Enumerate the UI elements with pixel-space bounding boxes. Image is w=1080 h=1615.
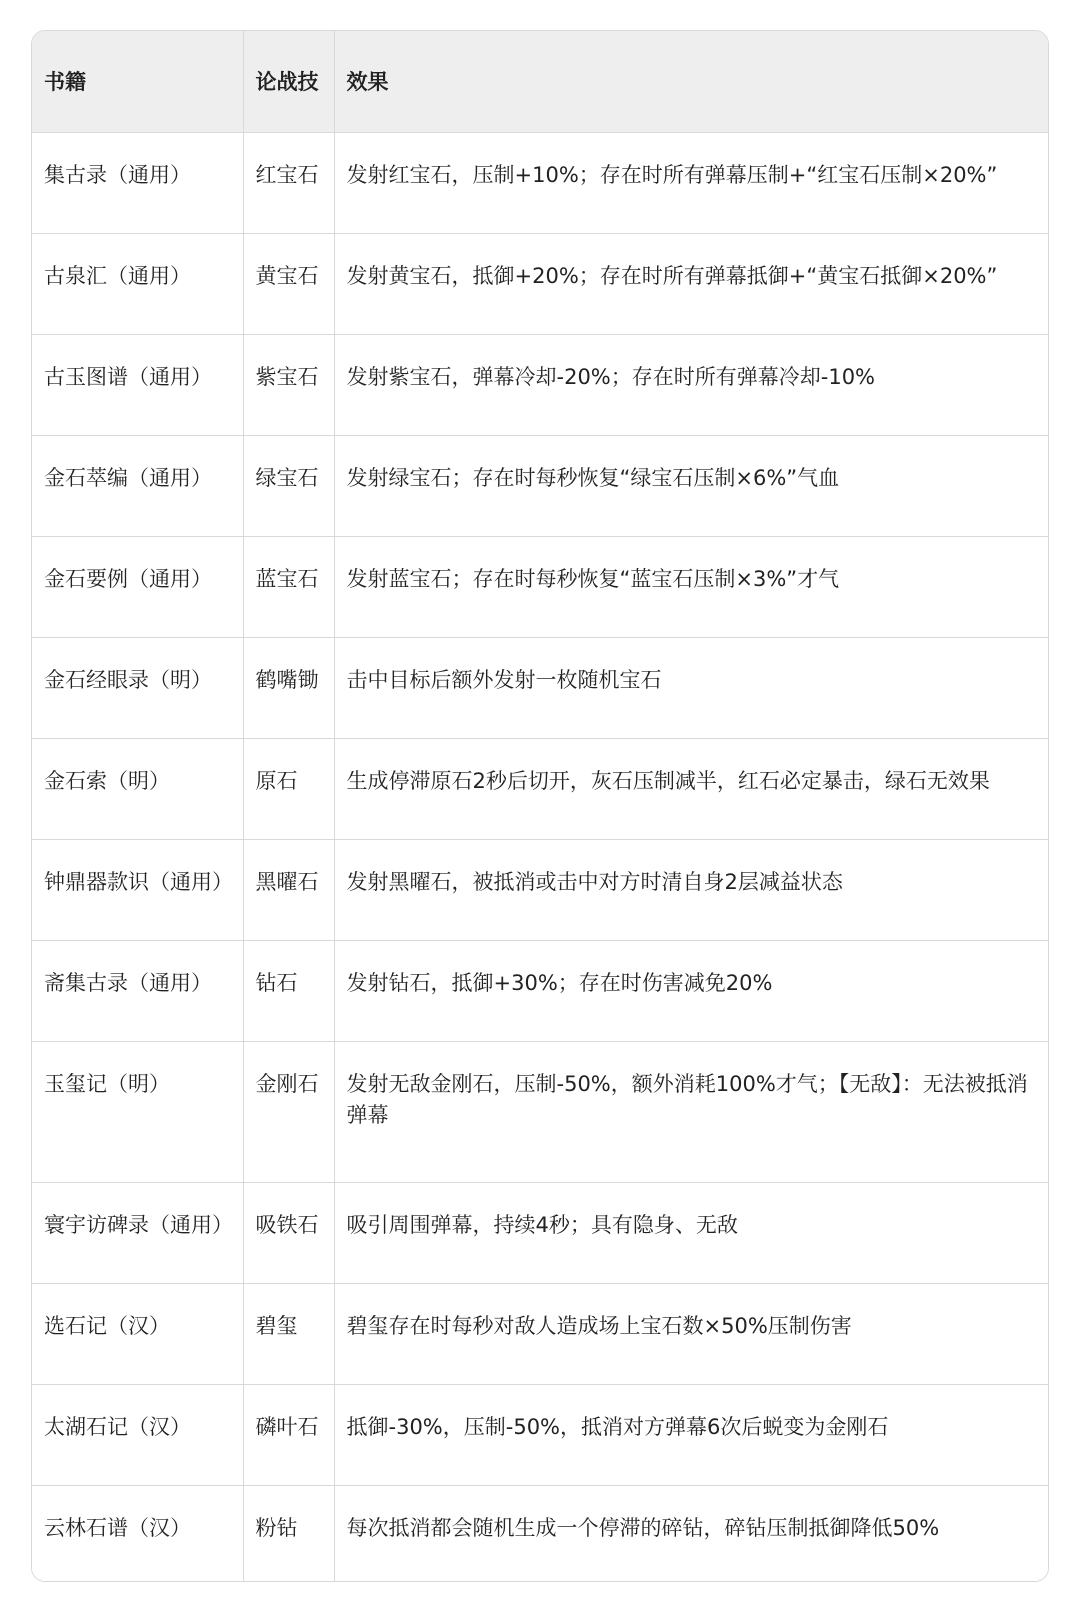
- cell-book: 选石记（汉）: [32, 1283, 243, 1384]
- table-header: [32, 31, 1048, 132]
- cell-book: 金石经眼录（明）: [32, 637, 243, 738]
- cell-book: 古泉汇（通用）: [32, 233, 243, 334]
- cell-effect: 发射黄宝石，抵御+20%；存在时所有弹幕抵御+“黄宝石抵御×20%”: [334, 233, 1048, 334]
- cell-book: 古玉图谱（通用）: [32, 334, 243, 435]
- cell-skill: 粉钻: [243, 1485, 334, 1582]
- table-row: [32, 1384, 1048, 1485]
- cell-effect: 发射蓝宝石；存在时每秒恢复“蓝宝石压制×3%”才气: [334, 536, 1048, 637]
- cell-skill: 黄宝石: [243, 233, 334, 334]
- cell-effect: 击中目标后额外发射一枚随机宝石: [334, 637, 1048, 738]
- cell-skill: 磷叶石: [243, 1384, 334, 1485]
- cell-book: 玉玺记（明）: [32, 1041, 243, 1182]
- cell-skill: 红宝石: [243, 132, 334, 233]
- cell-skill: 鹤嘴锄: [243, 637, 334, 738]
- cell-skill: 碧玺: [243, 1283, 334, 1384]
- table-row: [32, 435, 1048, 536]
- cell-effect: 发射黑曜石，被抵消或击中对方时清自身2层减益状态: [334, 839, 1048, 940]
- cell-effect: 发射紫宝石，弹幕冷却-20%；存在时所有弹幕冷却-10%: [334, 334, 1048, 435]
- cell-book: 斋集古录（通用）: [32, 940, 243, 1041]
- cell-skill: 紫宝石: [243, 334, 334, 435]
- cell-book: 金石萃编（通用）: [32, 435, 243, 536]
- cell-skill: 蓝宝石: [243, 536, 334, 637]
- cell-skill: 黑曜石: [243, 839, 334, 940]
- cell-book: 金石索（明）: [32, 738, 243, 839]
- table-row: [32, 536, 1048, 637]
- cell-book: 云林石谱（汉）: [32, 1485, 243, 1582]
- table-row: [32, 940, 1048, 1041]
- cell-effect: 吸引周围弹幕，持续4秒；具有隐身、无敌: [334, 1182, 1048, 1283]
- cell-skill: 原石: [243, 738, 334, 839]
- table-row: [32, 839, 1048, 940]
- table-row: [32, 1041, 1048, 1182]
- skills-table: [31, 30, 1049, 1582]
- skills-table-grid: [32, 31, 1048, 1582]
- cell-effect: 发射钻石，抵御+30%；存在时伤害减免20%: [334, 940, 1048, 1041]
- cell-effect: 生成停滞原石2秒后切开，灰石压制减半，红石必定暴击，绿石无效果: [334, 738, 1048, 839]
- cell-book: 寰宇访碑录（通用）: [32, 1182, 243, 1283]
- cell-skill: 金刚石: [243, 1041, 334, 1182]
- cell-skill: 绿宝石: [243, 435, 334, 536]
- cell-book: 金石要例（通用）: [32, 536, 243, 637]
- table-row: [32, 637, 1048, 738]
- cell-skill: 吸铁石: [243, 1182, 334, 1283]
- cell-effect: 抵御-30%，压制-50%，抵消对方弹幕6次后蜕变为金刚石: [334, 1384, 1048, 1485]
- cell-book: 集古录（通用）: [32, 132, 243, 233]
- table-row: [32, 1283, 1048, 1384]
- cell-book: 钟鼎器款识（通用）: [32, 839, 243, 940]
- header-effect: 效果: [334, 31, 1048, 132]
- cell-effect: 每次抵消都会随机生成一个停滞的碎钻，碎钻压制抵御降低50%: [346, 1515, 940, 1540]
- cell-effect: 发射绿宝石；存在时每秒恢复“绿宝石压制×6%”气血: [334, 435, 1048, 536]
- table-body: [32, 132, 1048, 1582]
- cell-effect: 碧玺存在时每秒对敌人造成场上宝石数×50%压制伤害: [334, 1283, 1048, 1384]
- table-row: [32, 1485, 1048, 1582]
- table-row: [32, 233, 1048, 334]
- table-row: [32, 334, 1048, 435]
- cell-effect: 发射红宝石，压制+10%；存在时所有弹幕压制+“红宝石压制×20%”: [334, 132, 1048, 233]
- header-row: [32, 31, 1048, 132]
- cell-effect: 发射无敌金刚石，压制-50%，额外消耗100%才气；【无敌】：无法被抵消弹幕: [334, 1041, 1048, 1182]
- header-book: 书籍: [32, 31, 243, 132]
- cell-book: 太湖石记（汉）: [32, 1384, 243, 1485]
- header-skill: 论战技: [243, 31, 334, 132]
- cell-skill: 钻石: [243, 940, 334, 1041]
- table-row: [32, 1182, 1048, 1283]
- table-row: [32, 738, 1048, 839]
- table-row: [32, 132, 1048, 233]
